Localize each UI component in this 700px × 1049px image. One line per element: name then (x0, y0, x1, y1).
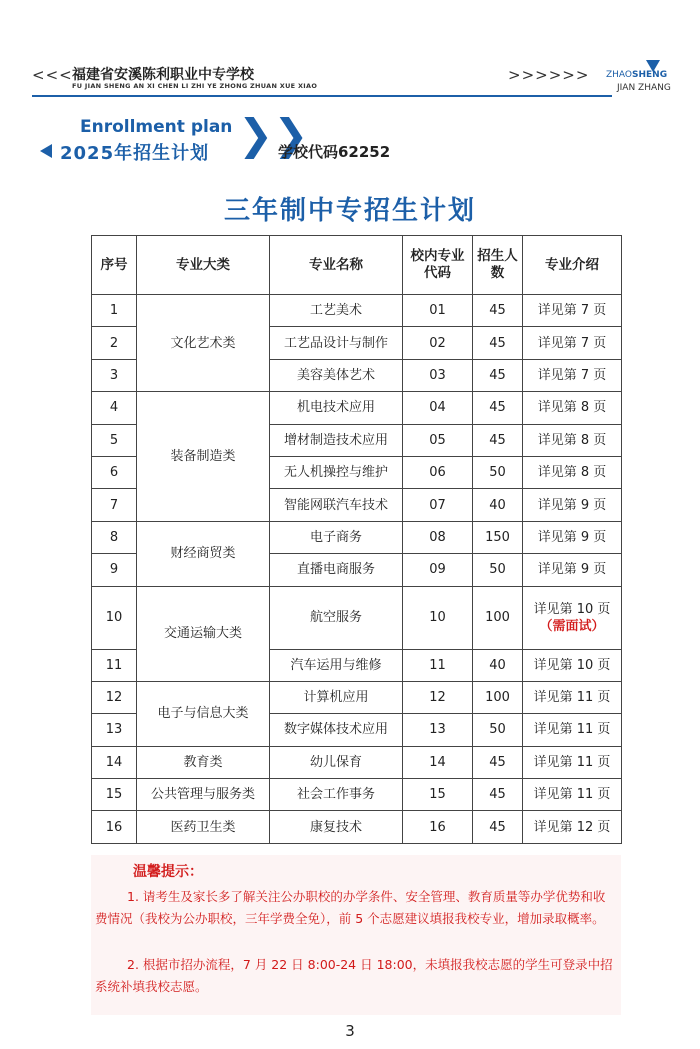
brand-sheng: SHENG (632, 70, 668, 80)
header-right-arrows: >>>>>> (508, 66, 590, 84)
brand-line-2: JIAN ZHANG (617, 83, 671, 93)
cell-category: 公共管理与服务类 (137, 779, 270, 811)
table-header-row (92, 236, 622, 295)
cell-major: 幼儿保育 (270, 746, 403, 778)
tips-paragraph-2: 2. 根据市招办流程，7 月 22 日 8:00-24 日 18:00，未填报我校志愿的学生可登录中招系统补填我校志愿。 (95, 957, 613, 994)
cell-no: 15 (92, 779, 137, 811)
cell-code: 13 (403, 714, 473, 746)
table-row (92, 586, 622, 649)
header-code: 校内专业代码 (403, 236, 473, 295)
cell-count: 40 (473, 649, 523, 681)
cell-major: 机电技术应用 (270, 392, 403, 424)
cell-major: 直播电商服务 (270, 554, 403, 586)
interview-note: （需面试） (539, 618, 605, 634)
cell-count: 45 (473, 779, 523, 811)
double-chevron-icon: ❯❯ (238, 110, 309, 159)
cell-code: 15 (403, 779, 473, 811)
cell-count: 100 (473, 586, 523, 649)
school-name: 福建省安溪陈利职业中专学校 (72, 67, 254, 83)
header-intro: 专业介绍 (523, 236, 622, 295)
header-divider (32, 95, 612, 97)
cell-no: 1 (92, 295, 137, 327)
cell-major: 智能网联汽车技术 (270, 489, 403, 521)
enrollment-plan-chinese: 2025年招生计划 (60, 143, 210, 164)
cell-category: 电子与信息大类 (137, 681, 270, 746)
cell-code: 03 (403, 359, 473, 391)
tips-title: 温馨提示： (133, 864, 203, 880)
cell-no: 12 (92, 681, 137, 713)
cell-intro (523, 586, 622, 649)
cell-count: 45 (473, 295, 523, 327)
cell-no: 10 (92, 586, 137, 649)
cell-no: 4 (92, 392, 137, 424)
cell-intro: 详见第 9 页 (523, 489, 622, 521)
cell-intro: 详见第 11 页 (523, 681, 622, 713)
table-row (92, 295, 622, 327)
school-pinyin: FU JIAN SHENG AN XI CHEN LI ZHI YE ZHONG ZHUAN XUE XIAO (72, 82, 318, 90)
cell-intro: 详见第 8 页 (523, 424, 622, 456)
brand-line-1 (606, 70, 667, 80)
table-row (92, 779, 622, 811)
cell-count: 50 (473, 554, 523, 586)
cell-major: 无人机操控与维护 (270, 456, 403, 488)
enrollment-plan-english: Enrollment plan (80, 117, 233, 137)
cell-count: 45 (473, 327, 523, 359)
cell-count: 50 (473, 456, 523, 488)
cell-intro: 详见第 9 页 (523, 554, 622, 586)
cell-code: 07 (403, 489, 473, 521)
cell-code: 04 (403, 392, 473, 424)
cell-count: 45 (473, 746, 523, 778)
cell-code: 10 (403, 586, 473, 649)
table-row (92, 811, 622, 843)
cell-intro: 详见第 10 页 (523, 649, 622, 681)
cell-category: 教育类 (137, 746, 270, 778)
cell-count: 40 (473, 489, 523, 521)
cell-intro: 详见第 7 页 (523, 327, 622, 359)
cell-intro: 详见第 11 页 (523, 714, 622, 746)
cell-major: 工艺品设计与制作 (270, 327, 403, 359)
cell-category: 财经商贸类 (137, 521, 270, 586)
cell-major: 电子商务 (270, 521, 403, 553)
header-category: 专业大类 (137, 236, 270, 295)
cell-category: 文化艺术类 (137, 295, 270, 392)
cell-count: 150 (473, 521, 523, 553)
cell-intro: 详见第 7 页 (523, 359, 622, 391)
table-row (92, 521, 622, 553)
cell-no: 14 (92, 746, 137, 778)
cell-code: 08 (403, 521, 473, 553)
cell-code: 11 (403, 649, 473, 681)
cell-count: 50 (473, 714, 523, 746)
page-number: 3 (345, 1022, 355, 1040)
cell-no: 11 (92, 649, 137, 681)
cell-major: 汽车运用与维修 (270, 649, 403, 681)
header-no: 序号 (92, 236, 137, 295)
table-row (92, 392, 622, 424)
cell-count: 45 (473, 424, 523, 456)
cell-no: 3 (92, 359, 137, 391)
cell-major: 航空服务 (270, 586, 403, 649)
cell-intro: 详见第 8 页 (523, 456, 622, 488)
cell-no: 9 (92, 554, 137, 586)
cell-no: 2 (92, 327, 137, 359)
cell-major: 计算机应用 (270, 681, 403, 713)
cell-intro: 详见第 12 页 (523, 811, 622, 843)
header-major: 专业名称 (270, 236, 403, 295)
cell-count: 45 (473, 811, 523, 843)
cell-code: 12 (403, 681, 473, 713)
school-code: 学校代码62252 (278, 143, 391, 161)
page-title: 三年制中专招生计划 (223, 196, 476, 226)
cell-code: 01 (403, 295, 473, 327)
cell-major: 数字媒体技术应用 (270, 714, 403, 746)
cell-code: 09 (403, 554, 473, 586)
intro-text: 详见第 10 页 (533, 601, 611, 617)
cell-major: 工艺美术 (270, 295, 403, 327)
enrollment-table (91, 235, 622, 844)
header-left-arrows: <<< (32, 66, 73, 84)
cell-no: 6 (92, 456, 137, 488)
cell-intro: 详见第 11 页 (523, 746, 622, 778)
tips-paragraph-1: 1. 请考生及家长多了解关注公办职校的办学条件、安全管理、教育质量等办学优势和收费情况（我校为公办职校，三年学费全免），前 5 个志愿建议填报我校专业，增加录取概率。 (95, 889, 606, 926)
cell-code: 02 (403, 327, 473, 359)
cell-major: 社会工作事务 (270, 779, 403, 811)
cell-intro: 详见第 8 页 (523, 392, 622, 424)
cell-major: 增材制造技术应用 (270, 424, 403, 456)
cell-code: 06 (403, 456, 473, 488)
cell-count: 45 (473, 359, 523, 391)
brand-zhao: ZHAO (606, 70, 633, 80)
cell-no: 5 (92, 424, 137, 456)
cell-category: 装备制造类 (137, 392, 270, 522)
cell-count: 100 (473, 681, 523, 713)
cell-intro: 详见第 7 页 (523, 295, 622, 327)
table-row (92, 681, 622, 713)
header-count: 招生人数 (473, 236, 523, 295)
table-row (92, 746, 622, 778)
cell-intro: 详见第 11 页 (523, 779, 622, 811)
cell-category: 交通运输大类 (137, 586, 270, 681)
cell-intro: 详见第 9 页 (523, 521, 622, 553)
cell-category: 医药卫生类 (137, 811, 270, 843)
cell-code: 16 (403, 811, 473, 843)
cell-count: 45 (473, 392, 523, 424)
cell-code: 14 (403, 746, 473, 778)
cell-code: 05 (403, 424, 473, 456)
left-triangle-icon (40, 144, 52, 158)
cell-major: 美容美体艺术 (270, 359, 403, 391)
cell-no: 13 (92, 714, 137, 746)
cell-no: 8 (92, 521, 137, 553)
cell-no: 16 (92, 811, 137, 843)
cell-no: 7 (92, 489, 137, 521)
cell-major: 康复技术 (270, 811, 403, 843)
